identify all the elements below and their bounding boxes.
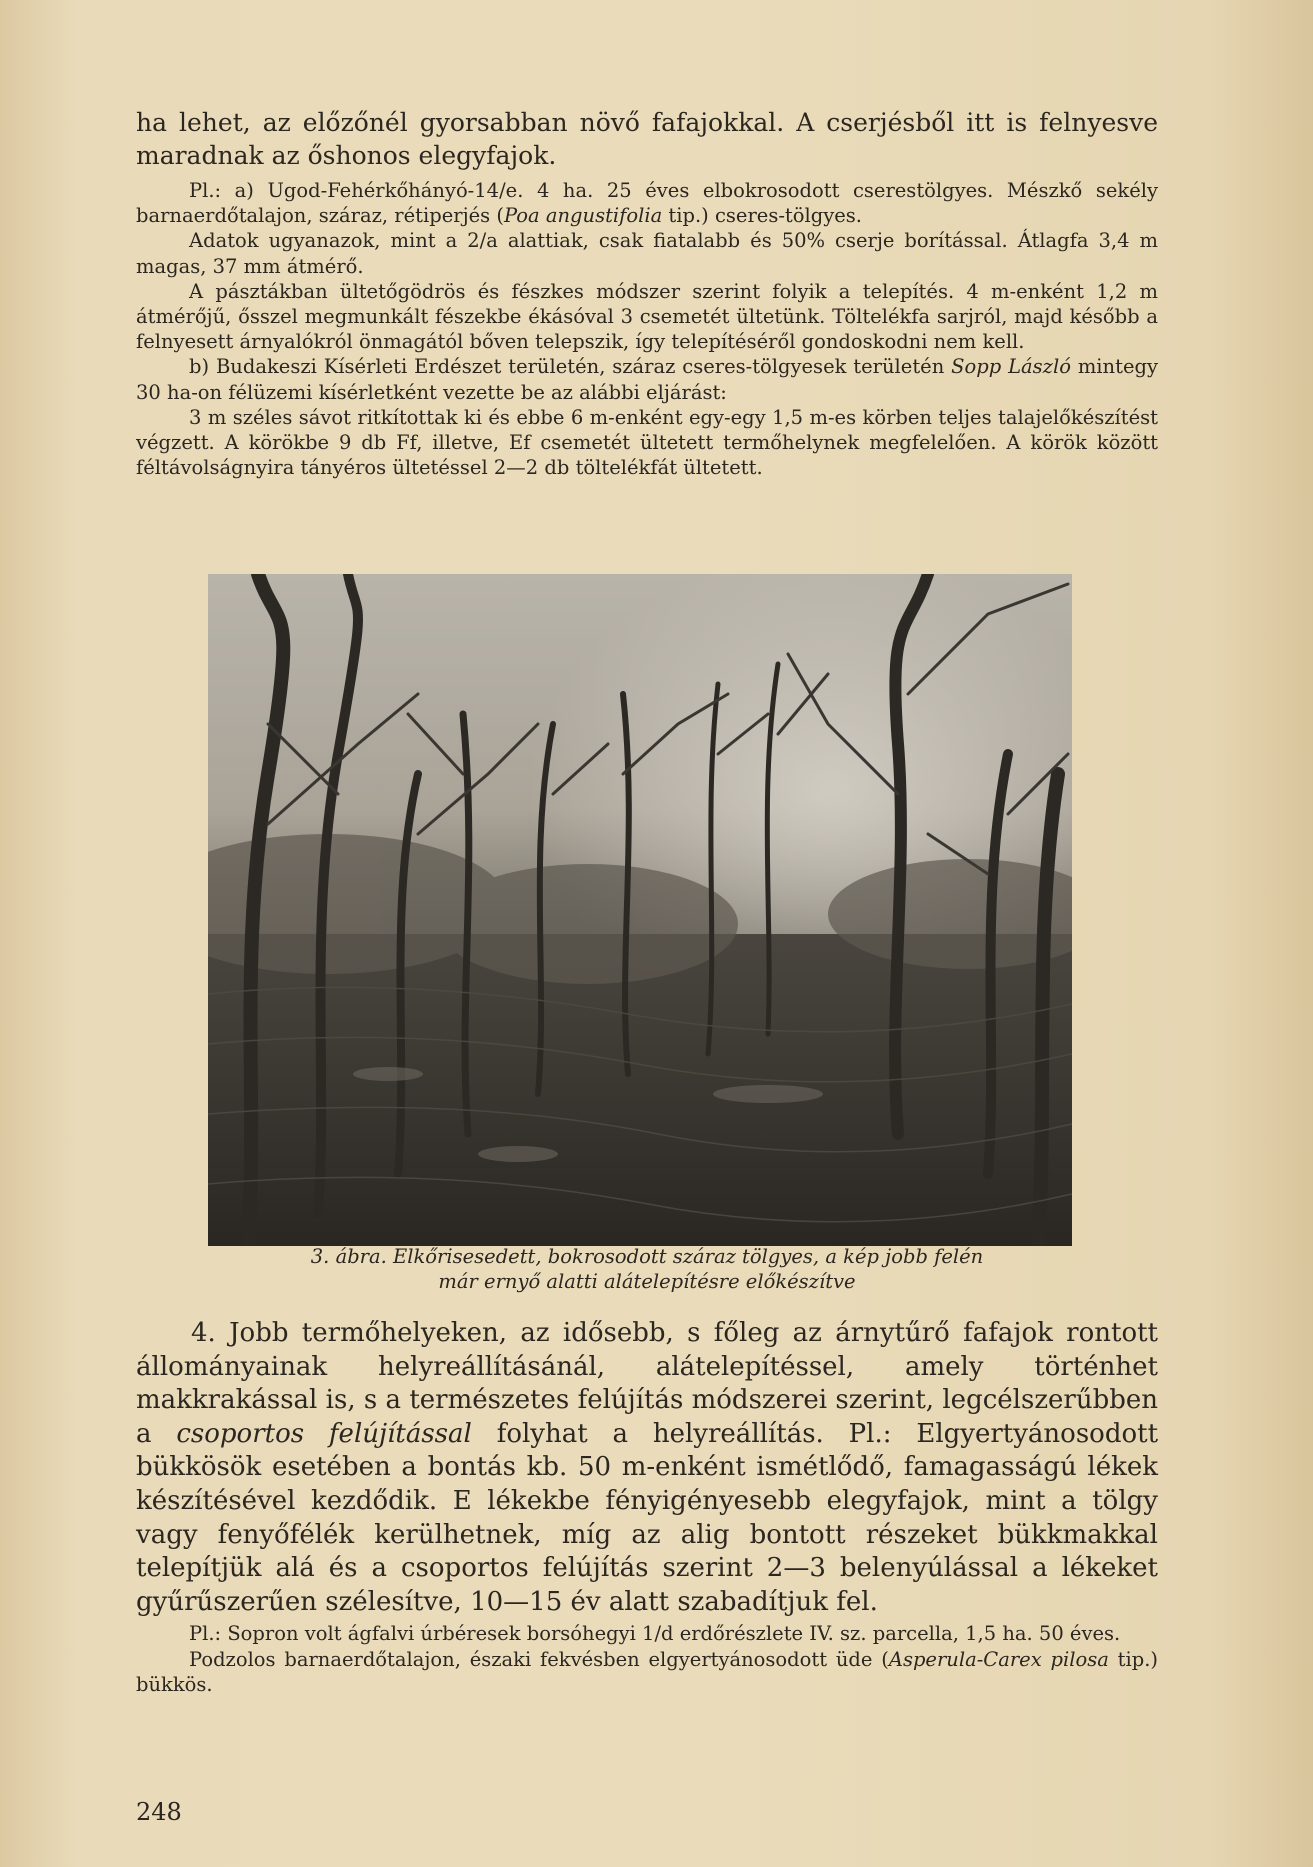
figure-caption	[136, 1244, 1158, 1294]
example-b-paragraph: b) Budakeszi Kísérleti Erdészet területén, száraz cseres-tölgyesek területén Sopp László mintegy 30 ha-on félüzemi kísérletként vezette be az alábbi eljárást:	[136, 355, 1158, 404]
soil-paragraph: Podzolos barnaerdőtalajon, északi fekvésben elgyertyánosodott üde (Asperula-Carex pilosa tip.) bükkös.	[136, 1647, 1158, 1696]
section-4-paragraph: 4. Jobb termőhelyeken, az idősebb, s főleg az árnytűrő fafajok rontott állományainak helyreállításánál, alátelepítéssel, amely történhet makkrakással is, s a természetes felújítás módszerei szerint, legcélszerűbben a csoportos felújítással folyhat a helyreállítás. Pl.: Elgyertyánosodott bükkösök esetében a bontás kb. 50 m-enként ismétlődő, famagasságú lékek készítésével kezdődik. E lékekbe fényigényesebb elegyfajok, mint a tölgy vagy fenyőfélék kerülhetnek, míg az alig bontott részeket bükkmakkal telepítjük alá és a csoportos felújítás szerint 2—3 belenyúlással a lékeket gyűrűszerűen szélesítve, 10—15 év alatt szabadítjuk fel.	[136, 1318, 1159, 1617]
bottom-text-block	[136, 1317, 1158, 1697]
top-text-block	[136, 106, 1158, 480]
caption-line-1: 3. ábra. Elkőrisesedett, bokrosodott száraz tölgyes, a kép jobb felén	[310, 1245, 984, 1268]
example-sopron-paragraph: Pl.: Sopron volt ágfalvi úrbéresek borsóhegyi 1/d erdőrészlete IV. sz. parcella, 1,5 ha. 50 éves.	[189, 1622, 1121, 1646]
page-number: 248	[136, 1798, 182, 1826]
data-paragraph: Adatok ugyanazok, mint a 2/a alattiak, csak fiatalabb és 50% cserje borítással. Átlagfa 3,4 m magas, 37 mm átmérő.	[136, 229, 1158, 278]
procedure-paragraph: 3 m széles sávot ritkítottak ki és ebbe 6 m-enként egy-egy 1,5 m-es körben teljes talajelőkészítést végzett. A körökbe 9 db Ff, illetve, Ef csemetét ültetett termőhelynek megfelelően. A körök között féltávolságnyira tányéros ültetéssel 2—2 db töltelékfát ültetett.	[136, 405, 1158, 480]
caption-line-2: már ernyő alatti alátelepítésre előkészítve	[438, 1270, 856, 1293]
forest-photograph	[208, 574, 1072, 1246]
planting-paragraph: A pásztákban ültetőgödrös és fészkes módszer szerint folyik a telepítés. 4 m-enként 1,2 m átmérőjű, ősszel megmunkált fészekbe ékásóval 3 csemetét ültetünk. Töltelékfa sarjról, majd később a felnyesett árnyalókról önmagától bőven telepszik, így telepítéséről gondoskodni nem kell.	[136, 279, 1158, 354]
example-a-paragraph: Pl.: a) Ugod-Fehérkőhányó-14/e. 4 ha. 25 éves elbokrosodott cserestölgyes. Mészkő sekély barnaerdőtalajon, száraz, rétiperjés (Poa angustifolia tip.) cseres-tölgyes.	[136, 179, 1158, 228]
lead-paragraph: ha lehet, az előzőnél gyorsabban növő fafajokkal. A cserjésből itt is felnyesve maradnak az őshonos elegyfajok.	[136, 108, 1158, 170]
